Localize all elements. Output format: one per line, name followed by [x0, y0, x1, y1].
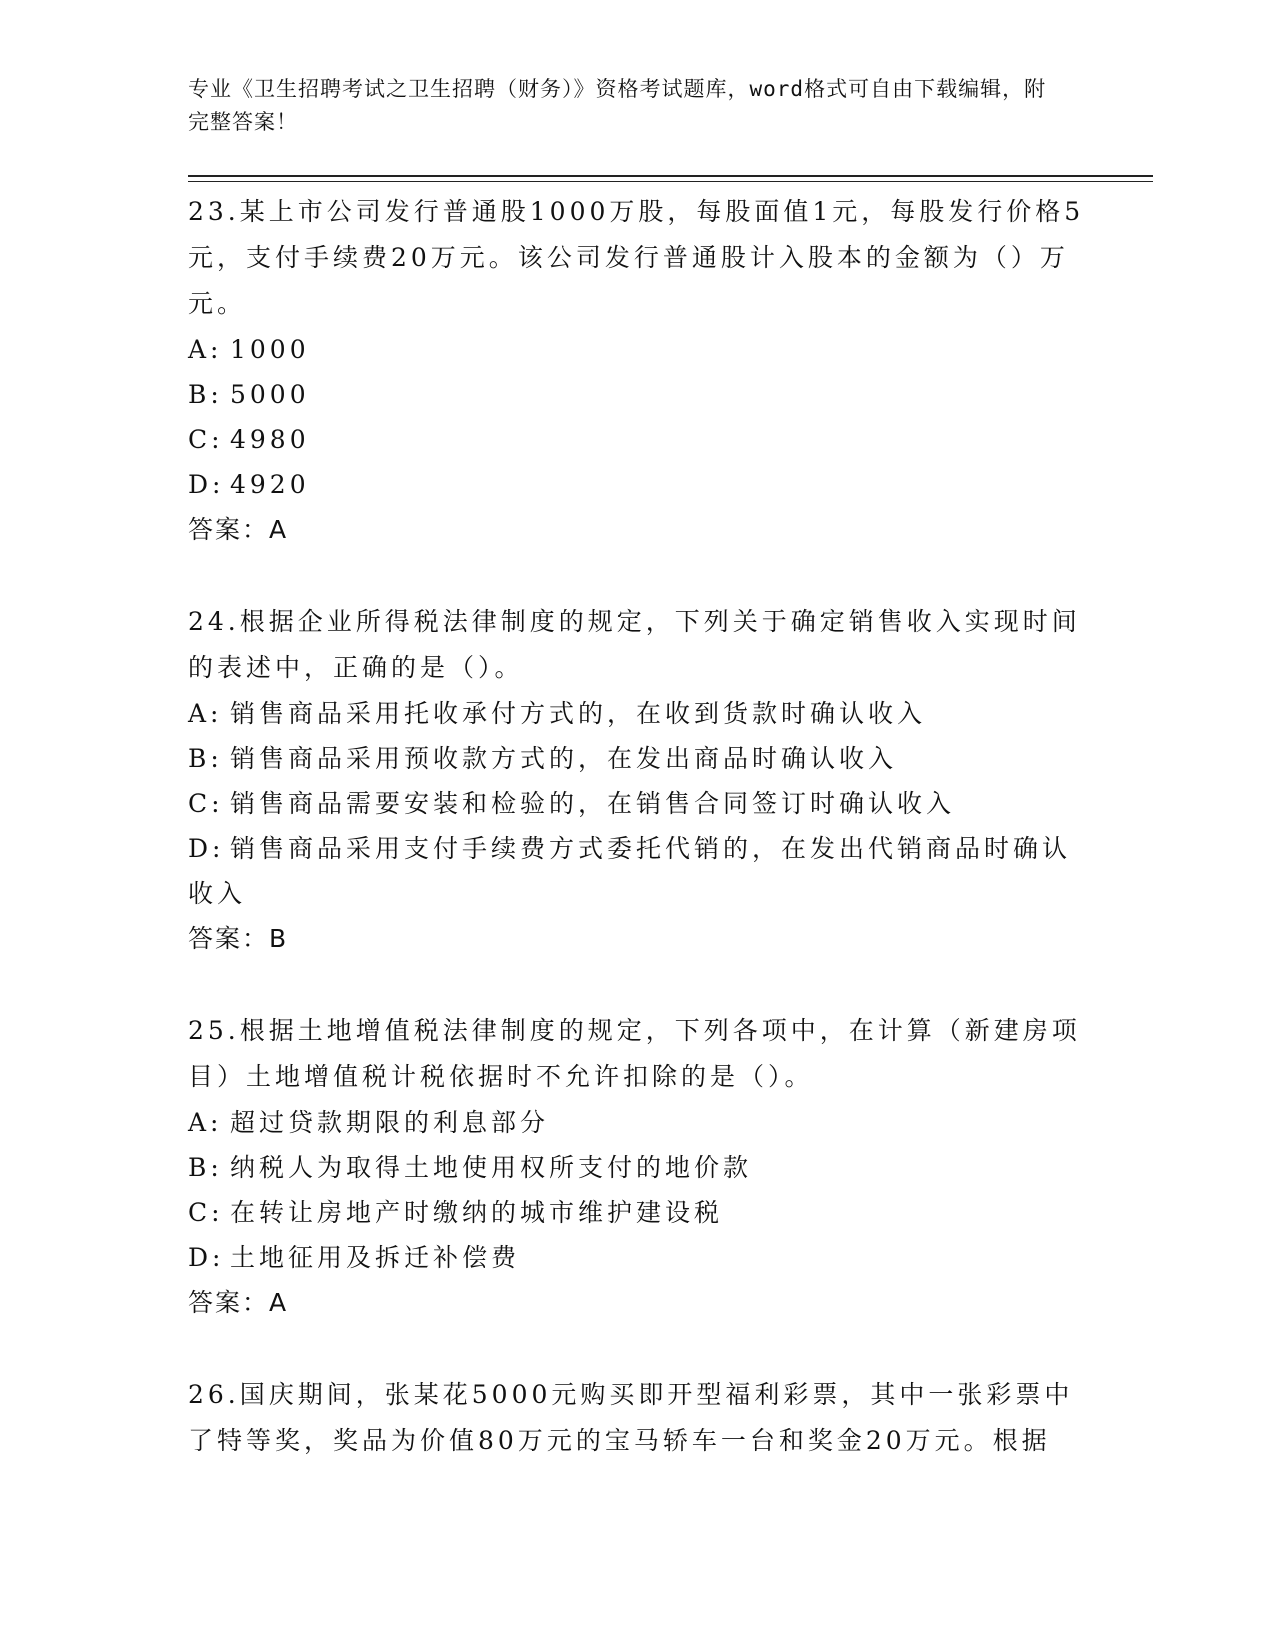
option-key: C:: [188, 1198, 224, 1227]
option-text: 4920: [230, 470, 310, 499]
option-text: 5000: [230, 380, 310, 409]
option-text: 4980: [230, 425, 310, 454]
option-text: 在转让房地产时缴纳的城市维护建设税: [230, 1198, 724, 1227]
option-text: 销售商品采用托收承付方式的，在收到货款时确认收入: [230, 699, 927, 728]
answer-label: 答案：B: [188, 924, 289, 953]
option-b: [188, 736, 1088, 781]
question-25: [188, 1008, 1088, 1326]
option-text: 土地征用及拆迁补偿费: [230, 1243, 521, 1272]
option-key: C:: [188, 789, 224, 818]
option-key: A:: [188, 335, 223, 364]
option-key: D:: [188, 1243, 225, 1272]
header-divider-thick: [188, 175, 1153, 177]
option-key: B:: [188, 380, 223, 409]
option-key: D:: [188, 834, 225, 863]
option-b: [188, 1145, 1088, 1190]
question-23: [188, 189, 1088, 553]
question-24: [188, 599, 1088, 962]
question-26: [188, 1372, 1088, 1464]
answer-label: 答案：A: [188, 1288, 289, 1317]
option-a: [188, 327, 1088, 372]
option-key: B:: [188, 744, 223, 773]
option-d: [188, 826, 1088, 916]
question-stem: 26.国庆期间，张某花5000元购买即开型福利彩票，其中一张彩票中了特等奖，奖品为价值80万元的宝马轿车一台和奖金20万元。根据: [188, 1380, 1074, 1455]
option-c: [188, 781, 1088, 826]
question-stem: 23.某上市公司发行普通股1000万股，每股面值1元，每股发行价格5元，支付手续费20万元。该公司发行普通股计入股本的金额为（）万元。: [188, 197, 1085, 318]
option-text: 纳税人为取得土地使用权所支付的地价款: [230, 1153, 753, 1182]
option-text: 销售商品采用支付手续费方式委托代销的，在发出代销商品时确认收入: [188, 834, 1072, 908]
option-key: D:: [188, 470, 225, 499]
option-key: B:: [188, 1153, 223, 1182]
document-header: 专业《卫生招聘考试之卫生招聘（财务）》资格考试题库，word格式可自由下载编辑，附完整答案！: [188, 77, 1047, 134]
answer-label: 答案：A: [188, 515, 289, 544]
option-key: A:: [188, 1108, 223, 1137]
option-d: [188, 1235, 1088, 1280]
option-d: [188, 462, 1088, 507]
option-text: 1000: [230, 335, 310, 364]
option-text: 销售商品需要安装和检验的，在销售合同签订时确认收入: [230, 789, 956, 818]
question-stem: 25.根据土地增值税法律制度的规定，下列各项中，在计算（新建房项目）土地增值税计税依据时不允许扣除的是（）。: [188, 1016, 1081, 1091]
option-text: 超过贷款期限的利息部分: [230, 1108, 550, 1137]
option-a: [188, 691, 1088, 736]
option-key: A:: [188, 699, 223, 728]
option-b: [188, 372, 1088, 417]
option-text: 销售商品采用预收款方式的，在发出商品时确认收入: [230, 744, 898, 773]
header-divider-thin: [188, 181, 1153, 182]
option-a: [188, 1100, 1088, 1145]
option-c: [188, 1190, 1088, 1235]
option-key: C:: [188, 425, 224, 454]
question-stem: 24.根据企业所得税法律制度的规定，下列关于确定销售收入实现时间的表述中，正确的是（）。: [188, 607, 1081, 682]
question-list: [188, 189, 1088, 1510]
option-c: [188, 417, 1088, 462]
